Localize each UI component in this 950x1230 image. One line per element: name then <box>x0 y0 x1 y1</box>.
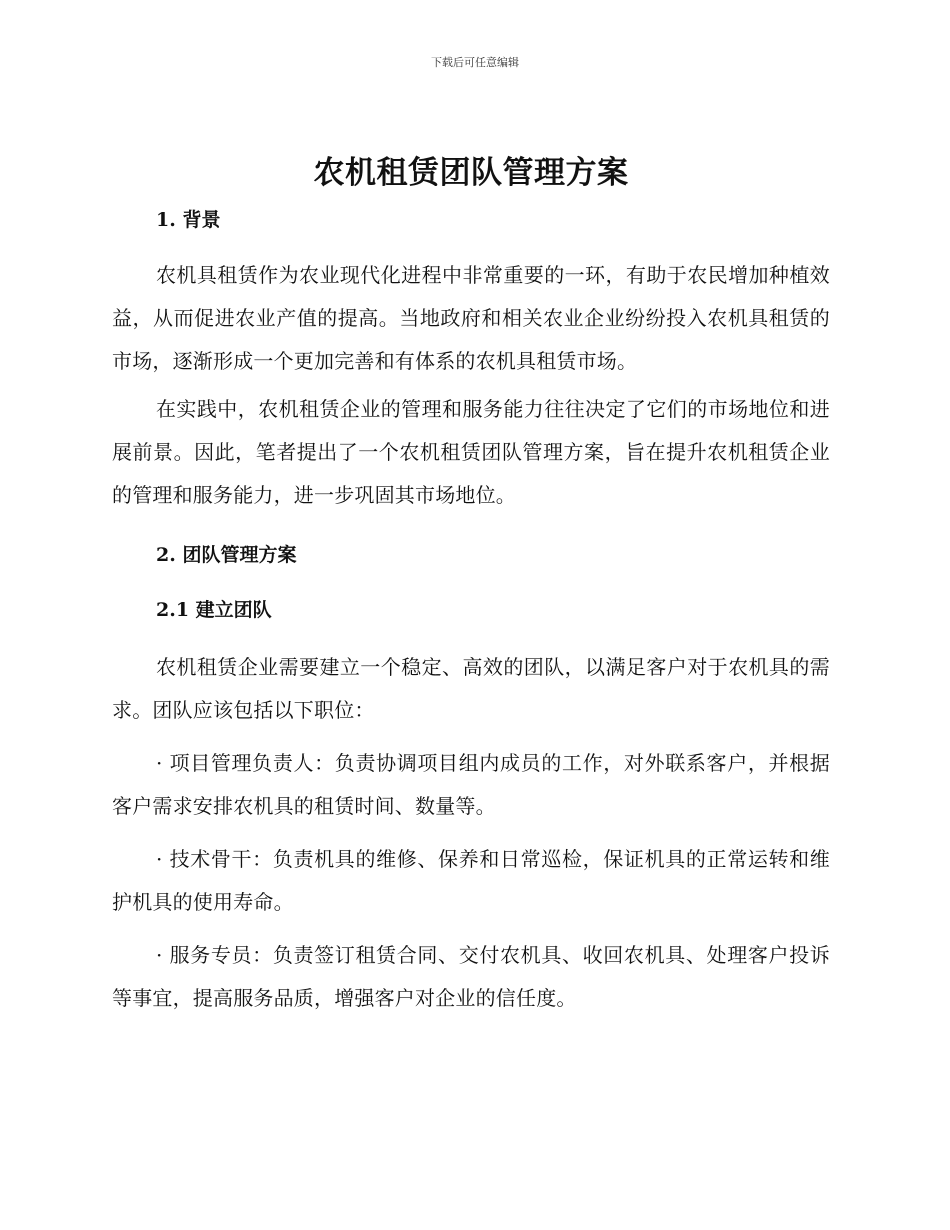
document-body <box>112 148 830 1020</box>
bullet-technical-staff: · 技术骨干：负责机具的维修、保养和日常巡检，保证机具的正常运转和维护机具的使用寿命。 <box>112 847 830 914</box>
paragraph-background-1: 农机具租赁作为农业现代化进程中非常重要的一环，有助于农民增加种植效益，从而促进农业产值的提高。当地政府和相关农业企业纷纷投入农机具租赁的市场，逐渐形成一个更加完善和有体系的农机具租赁市场。 <box>112 263 830 373</box>
paragraph-background-2: 在实践中，农机租赁企业的管理和服务能力往往决定了它们的市场地位和进展前景。因此，笔者提出了一个农机租赁团队管理方案，旨在提升农机租赁企业的管理和服务能力，进一步巩固其市场地位。 <box>112 397 830 507</box>
subsection-heading-build-team: 2.1 建立团队 <box>156 599 272 621</box>
paragraph-build-team: 农机租赁企业需要建立一个稳定、高效的团队，以满足客户对于农机具的需求。团队应该包括以下职位： <box>112 655 830 722</box>
section-heading-team-plan: 2. 团队管理方案 <box>156 544 297 566</box>
bullet-project-manager: · 项目管理负责人：负责协调项目组内成员的工作，对外联系客户，并根据客户需求安排农机具的租赁时间、数量等。 <box>112 751 830 818</box>
bullet-service-specialist: · 服务专员：负责签订租赁合同、交付农机具、收回农机具、处理客户投诉等事宜，提高服务品质，增强客户对企业的信任度。 <box>112 943 830 1010</box>
header-note: 下载后可任意编辑 <box>431 56 519 69</box>
section-heading-background: 1. 背景 <box>156 209 221 231</box>
document-title: 农机租赁团队管理方案 <box>313 155 629 191</box>
